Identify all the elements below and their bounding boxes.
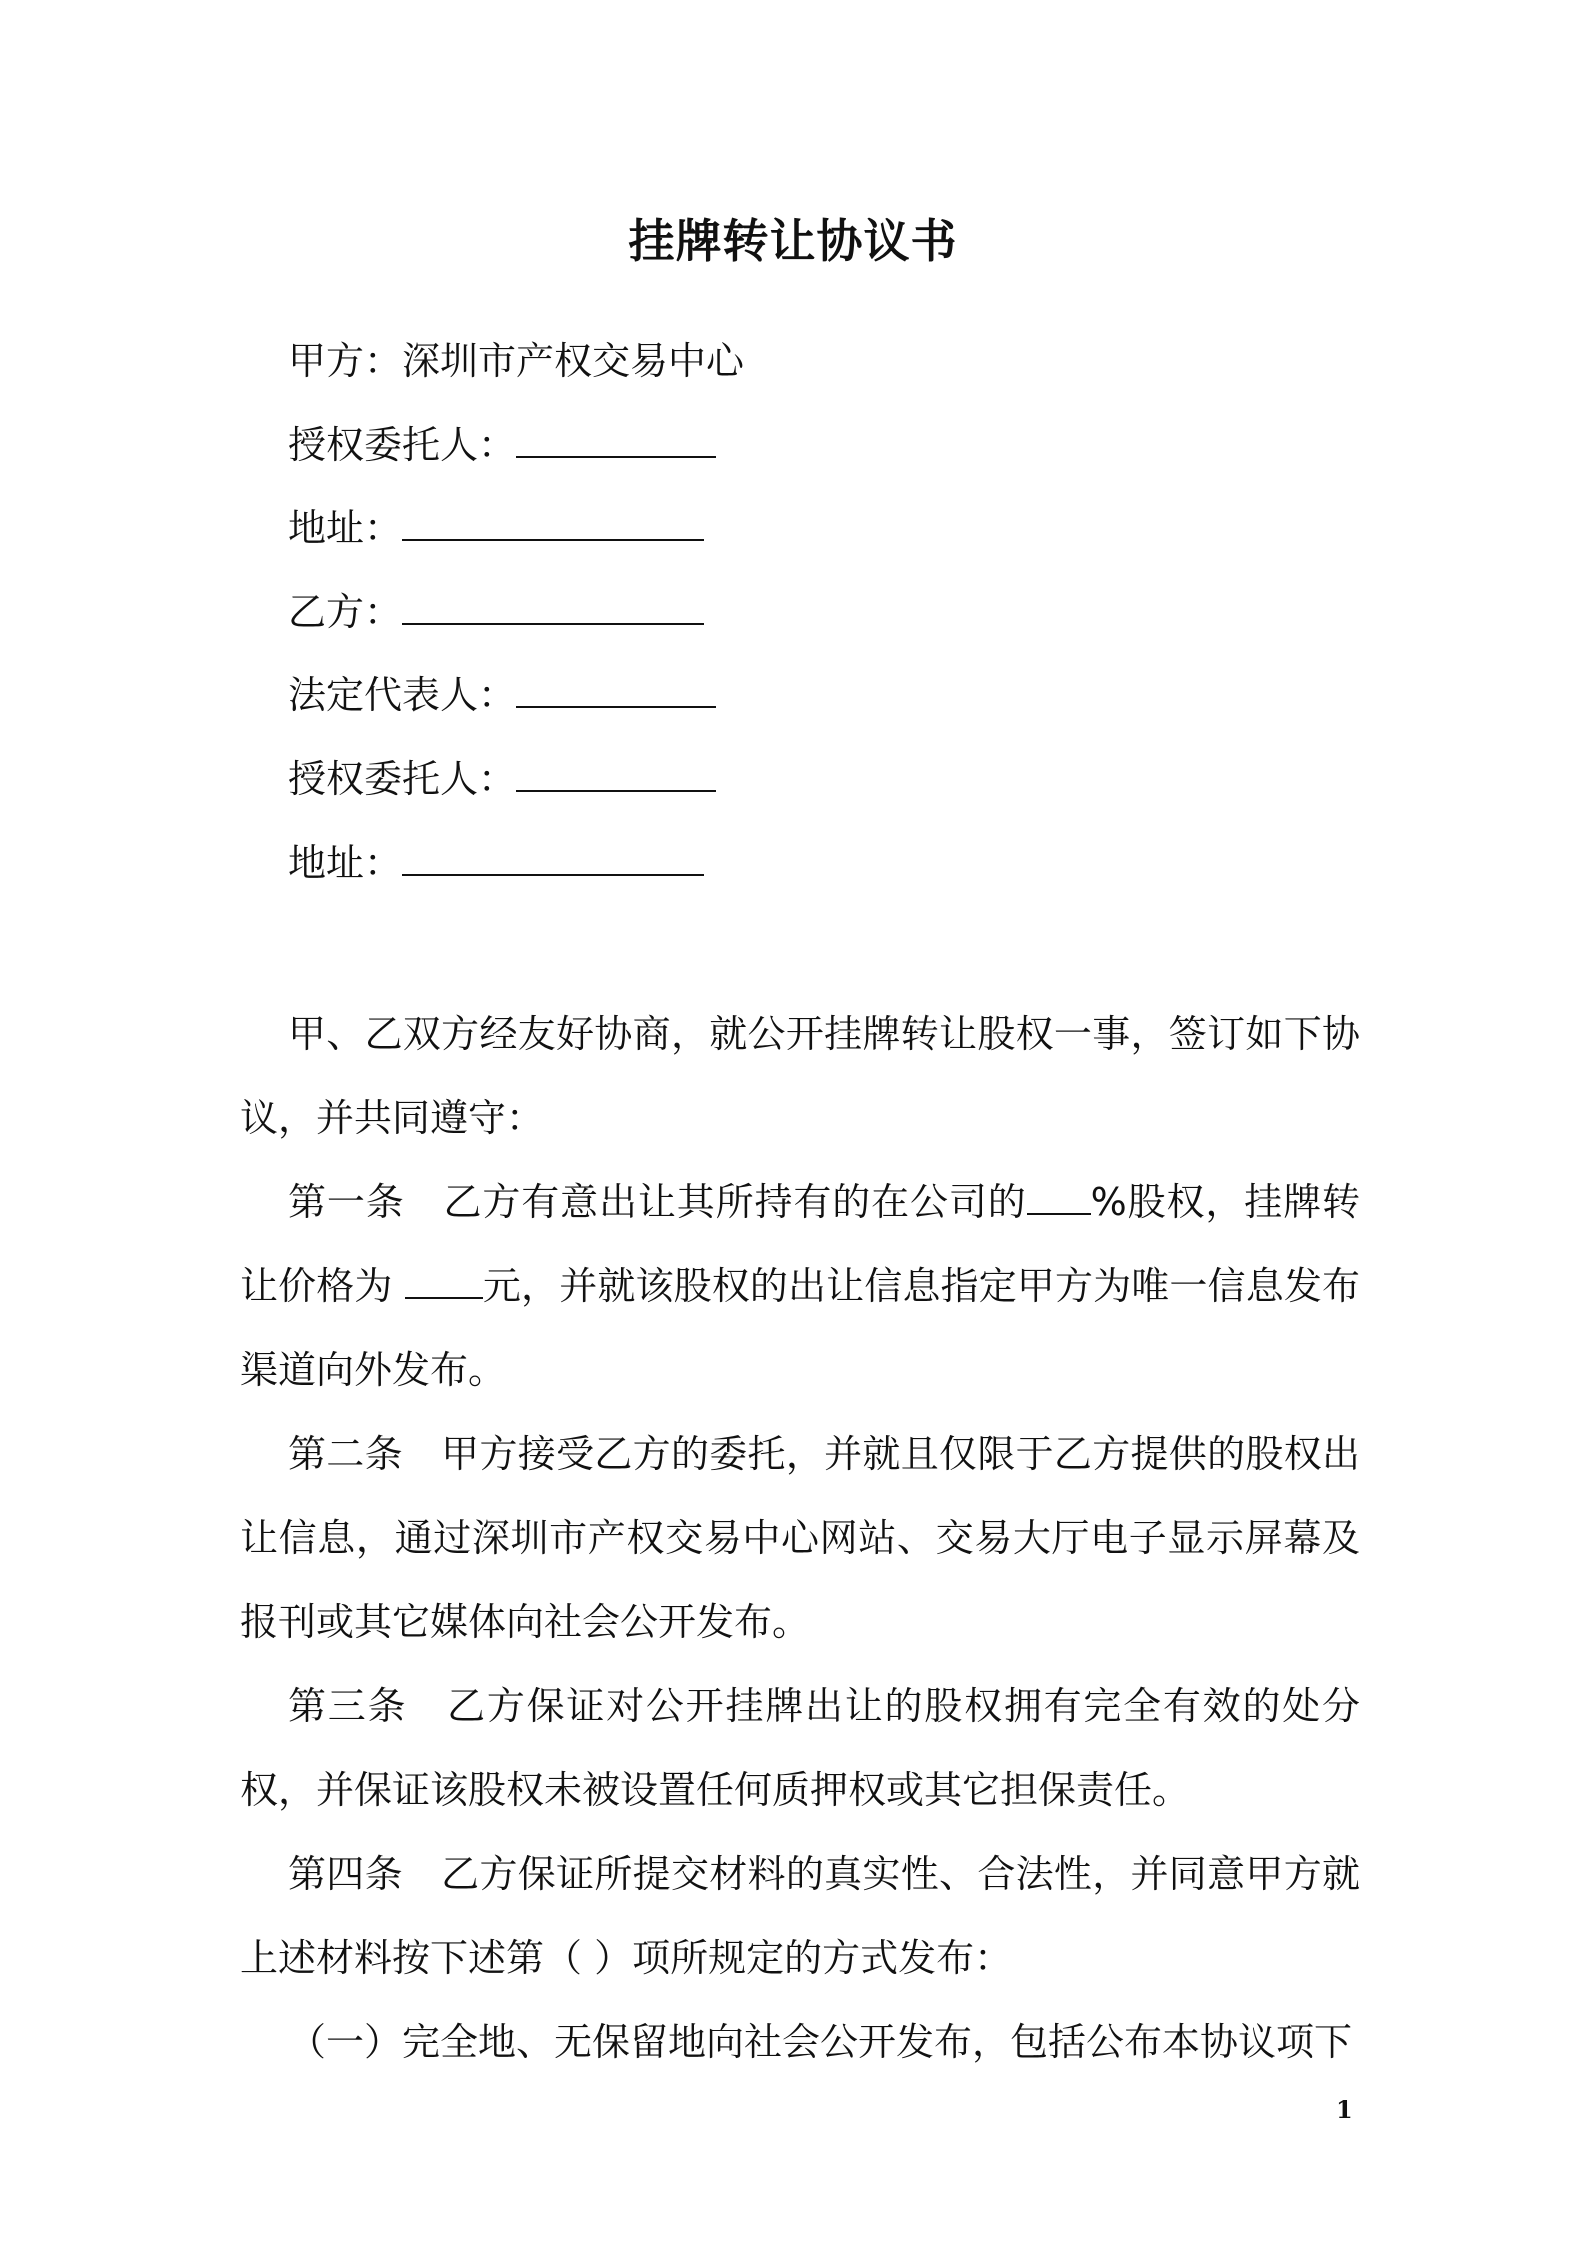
address-blank-1[interactable] — [402, 503, 704, 541]
party-b-label: 乙方： — [288, 590, 403, 634]
address-label-2: 地址： — [288, 841, 403, 885]
article-1-text-b: %股权，挂牌转让价格为 — [240, 1180, 1360, 1308]
address-line-1 — [288, 503, 704, 553]
auth-agent-blank-2[interactable] — [516, 754, 716, 792]
party-b-blank[interactable] — [402, 587, 704, 625]
auth-agent-line-1 — [288, 420, 716, 470]
legal-rep-blank[interactable] — [516, 670, 716, 708]
legal-rep-line — [288, 670, 716, 720]
address-line-2 — [288, 838, 704, 888]
article-2: 第二条 甲方接受乙方的委托，并就且仅限于乙方提供的股权出让信息，通过深圳市产权交易中心网站、交易大厅电子显示屏幕及报刊或其它媒体向社会公开发布。 — [240, 1432, 1360, 1644]
intro-paragraph: 甲、乙双方经友好协商，就公开挂牌转让股权一事，签订如下协议，并共同遵守： — [240, 1012, 1360, 1140]
price-blank[interactable] — [405, 1265, 483, 1299]
page-number: 1 — [1336, 2095, 1353, 2124]
article-3: 第三条 乙方保证对公开挂牌出让的股权拥有完全有效的处分权，并保证该股权未被设置任何质押权或其它担保责任。 — [240, 1684, 1360, 1812]
party-a-line — [288, 336, 744, 386]
article-1-text-a: 第一条 乙方有意出让其所持有的在公司的 — [288, 1180, 1027, 1224]
share-percent-blank[interactable] — [1027, 1181, 1091, 1215]
address-label-1: 地址： — [288, 506, 403, 550]
party-b-line — [288, 587, 704, 637]
document-title: 挂牌转让协议书 — [628, 214, 958, 268]
article-4: 第四条 乙方保证所提交材料的真实性、合法性，并同意甲方就上述材料按下述第（ ）项所规定的方式发布： — [240, 1852, 1360, 1980]
party-a-label: 甲方：深圳市产权交易中心 — [288, 339, 745, 383]
auth-agent-line-2 — [288, 754, 716, 804]
legal-rep-label: 法定代表人： — [288, 673, 517, 717]
address-blank-2[interactable] — [402, 838, 704, 876]
article-4-item-1: （一）完全地、无保留地向社会公开发布，包括公布本协议项下 — [288, 2020, 1353, 2064]
article-1-text-c: 元，并就该股权的出让信息指定甲方为唯一信息发布渠道向外发布。 — [240, 1264, 1360, 1392]
auth-agent-blank-1[interactable] — [516, 420, 716, 458]
auth-agent-label-1: 授权委托人： — [288, 423, 517, 467]
auth-agent-label-2: 授权委托人： — [288, 757, 517, 801]
article-1 — [240, 1160, 1360, 1412]
agreement-body — [240, 992, 1360, 2084]
